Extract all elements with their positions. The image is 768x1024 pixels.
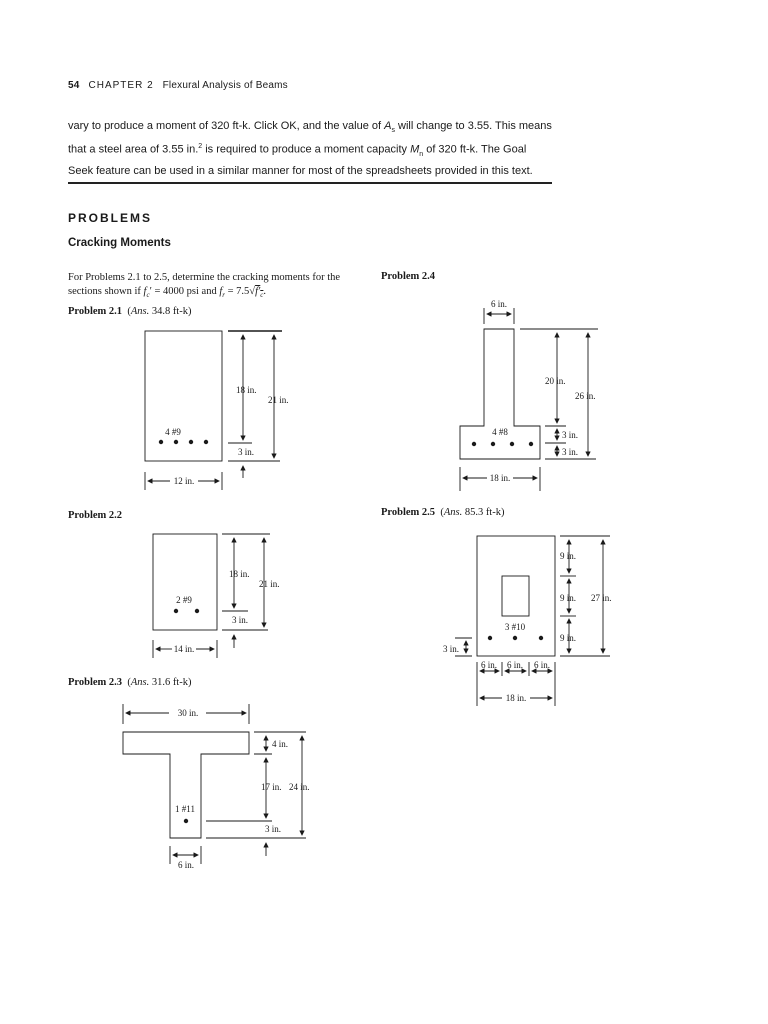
symbol-mn: M — [410, 143, 420, 156]
problem-title: Problem 2.1 — [68, 306, 123, 317]
answer-value: 31.6 ft-k — [151, 677, 188, 688]
dim-label: 26 in. — [575, 391, 596, 401]
figure-2-5 — [455, 536, 610, 706]
dim-label: 24 in. — [289, 782, 310, 792]
superscript-2: 2 — [198, 143, 203, 151]
problem-title: Problem 2.2 — [68, 510, 123, 521]
rebar-dot — [204, 440, 208, 444]
answer-word: Ans. — [130, 306, 150, 317]
dim-label: 30 in. — [177, 708, 199, 718]
intro-text-1: vary to produce a moment of 320 ft-k. Click OK, and the value of — [68, 120, 385, 132]
bars-label: 4 #8 — [492, 427, 508, 437]
intro-text-4: of 320 ft-k. The Goal Seek feature can be used in a similar manner for most of the spreadsheets provided in this text. — [68, 143, 533, 178]
answer-value: 85.3 ft-k — [464, 507, 501, 518]
instr-text-2: = 4000 psi and — [151, 286, 220, 297]
dim-label: 3 in. — [265, 824, 282, 834]
problem-title: Problem 2.4 — [381, 271, 436, 282]
dim-label: 9 in. — [560, 593, 577, 603]
intro-text-3: is required to produce a moment capacity — [202, 143, 411, 156]
symbol-root-sub: c — [260, 291, 264, 300]
problems-heading: PROBLEMS — [68, 211, 153, 225]
chapter-label: CHAPTER 2 — [88, 80, 154, 91]
rebar-dot — [472, 442, 476, 446]
instr-text-1: For Problems 2.1 to 2.5, determine the cracking moments for the sections shown if — [68, 272, 341, 297]
answer-word: Ans. — [130, 677, 150, 688]
void-opening — [502, 576, 529, 616]
inverted-tee-section — [460, 329, 540, 459]
bars-label: 1 #11 — [175, 804, 195, 814]
problem-title: Problem 2.3 — [68, 677, 123, 688]
dim-label: 6 in. — [177, 860, 195, 870]
symbol-as-sub: s — [391, 127, 395, 135]
figure-2-2 — [153, 534, 270, 658]
symbol-fc: f — [143, 286, 147, 297]
dim-label: 9 in. — [560, 633, 577, 643]
problem-2-5-label: Problem 2.5 (Ans. 85.3 ft-k) — [381, 507, 505, 518]
bars-label: 3 #10 — [504, 622, 526, 632]
dim-label: 21 in. — [268, 395, 289, 405]
dim-label: 27 in. — [591, 593, 612, 603]
dim-label: 3 in. — [562, 430, 579, 440]
rect-beam-section — [145, 331, 222, 461]
dim-label: 18 in. — [505, 693, 527, 703]
symbol-fc-prime: ′ — [149, 286, 152, 297]
problem-2-1-label: Problem 2.1 (Ans. 34.8 ft-k) — [68, 306, 192, 317]
rebar-dot — [491, 442, 495, 446]
dim-label: 17 in. — [261, 782, 282, 792]
symbol-fr: f — [219, 286, 223, 297]
dim-label: 14 in. — [173, 644, 195, 654]
symbol-root-fc: f′ — [255, 286, 261, 297]
problem-2-3-label: Problem 2.3 (Ans. 31.6 ft-k) — [68, 677, 192, 688]
dim-label: 3 in. — [238, 447, 255, 457]
dim-label: 3 in. — [232, 615, 249, 625]
figure-2-1 — [145, 331, 282, 490]
dim-label: 18 in. — [489, 473, 511, 483]
rebar-dot — [159, 440, 163, 444]
answer-value: 34.8 ft-k — [151, 306, 188, 317]
dim-label: 4 in. — [272, 739, 289, 749]
symbol-mn-sub: n — [419, 151, 424, 159]
bars-label: 4 #9 — [165, 427, 181, 437]
intro-text-2: will change to 3.55. This means that a steel area of 3.55 in. — [68, 120, 552, 156]
dim-label: 9 in. — [560, 551, 577, 561]
rebar-dot — [539, 636, 543, 640]
dim-label: 18 in. — [236, 385, 257, 395]
rect-beam-section — [153, 534, 217, 630]
page-number: 54 — [68, 80, 80, 91]
dim-label: 3 in. — [443, 644, 460, 654]
rebar-dot — [189, 440, 193, 444]
bars-label: 2 #9 — [176, 595, 192, 605]
dim-label: 20 in. — [545, 376, 566, 386]
answer-word: Ans. — [443, 507, 463, 518]
rebar-dot — [529, 442, 533, 446]
instr-text-4: . — [263, 286, 267, 297]
dim-label: 6 in. — [490, 299, 508, 309]
chapter-title: Flexural Analysis of Beams — [162, 80, 288, 91]
rebar-dot — [513, 636, 517, 640]
dim-label: 6 in. — [533, 660, 551, 670]
dim-label: 18 in. — [229, 569, 250, 579]
rebar-dot — [174, 440, 178, 444]
rebar-dot — [488, 636, 492, 640]
rebar-dot — [195, 609, 199, 613]
cracking-moments-heading: Cracking Moments — [68, 237, 171, 249]
symbol-as: A — [384, 120, 392, 132]
rebar-dot — [510, 442, 514, 446]
instr-text-3: = 7.5√ — [225, 286, 256, 297]
dim-label: 12 in. — [173, 476, 195, 486]
dim-label: 6 in. — [506, 660, 524, 670]
dim-label: 21 in. — [259, 579, 280, 589]
rebar-dot — [184, 819, 188, 823]
symbol-fr-sub: r — [222, 291, 225, 300]
dim-label: 3 in. — [562, 447, 579, 457]
problem-title: Problem 2.5 — [381, 507, 436, 518]
dim-label: 6 in. — [480, 660, 498, 670]
rebar-dot — [174, 609, 178, 613]
symbol-fc-sub: c — [146, 291, 150, 300]
